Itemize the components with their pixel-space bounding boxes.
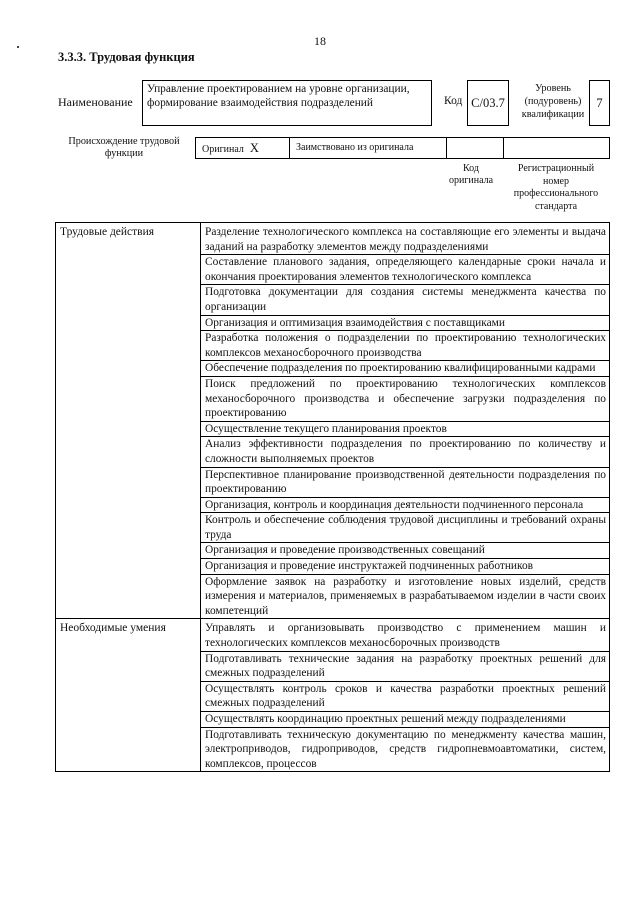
table-row: Организация, контроль и координация деятельности подчиненного персонала bbox=[201, 497, 609, 513]
origin-label: Происхождение трудовой функции bbox=[68, 136, 180, 159]
reg-number-caption: Регистрационный номер профессионального стандарта bbox=[513, 163, 599, 212]
required-skills-group bbox=[56, 618, 609, 771]
section-title: 3.3.3. Трудовая функция bbox=[58, 50, 195, 64]
code-value: С/03.7 bbox=[467, 80, 509, 126]
labor-actions-label: Трудовые действия bbox=[56, 223, 201, 618]
origin-row bbox=[195, 137, 610, 159]
required-skills-label: Необходимые умения bbox=[56, 619, 201, 771]
labor-actions-group bbox=[56, 223, 609, 618]
labor-actions-list bbox=[201, 223, 609, 618]
table-row: Организация и оптимизация взаимодействия с поставщиками bbox=[201, 315, 609, 331]
name-value: Управление проектированием на уровне организации, формирование взаимодействия подразделений bbox=[142, 80, 432, 126]
table-row: Осуществление текущего планирования проектов bbox=[201, 421, 609, 437]
original-cell bbox=[202, 138, 259, 158]
table-row: Поиск предложений по проектированию технологических комплексов механосборочного производства и обеспечение загрузки подразделения по проектированию bbox=[201, 376, 609, 421]
code-label: Код bbox=[444, 95, 463, 107]
table-row: Анализ эффективности подразделения по проектированию по количеству и сложности выполняемых проектов bbox=[201, 436, 609, 466]
table-row: Разделение технологического комплекса на составляющие его элементы и выдача заданий на разработку элементов между подразделениями bbox=[205, 226, 606, 253]
required-skills-list bbox=[201, 619, 609, 771]
function-table bbox=[55, 222, 610, 772]
table-row: Подготавливать технические задания на разработку проектных решений для смежных подразделений bbox=[201, 651, 609, 681]
table-row: Организация и проведение инструктажей подчиненных работников bbox=[201, 558, 609, 574]
original-mark: Х bbox=[249, 141, 259, 155]
page-number: 18 bbox=[314, 34, 326, 48]
table-row: Подготавливать техническую документацию по менеджменту качества машин, электроприводов, гидроприводов, средств гидропневмоавтоматики, систем, комплексов, процессов bbox=[201, 727, 609, 772]
table-row: Подготовка документации для создания системы менеджмента качества по организации bbox=[201, 284, 609, 314]
table-row: Оформление заявок на разработку и изготовление новых изделий, средств измерения и материалов, применяемых в разрабатываемом изделии в части своих компетенций bbox=[201, 574, 609, 619]
level-label: Уровень (подуровень) квалификации bbox=[521, 83, 585, 120]
code-original-caption: Код оригинала bbox=[448, 163, 494, 186]
table-row: Организация и проведение производственных совещаний bbox=[201, 542, 609, 558]
name-label: Наименование bbox=[58, 95, 133, 109]
table-row: Осуществлять координацию проектных решений между подразделениями bbox=[201, 711, 609, 727]
table-row: Осуществлять контроль сроков и качества разработки проектных решений смежных подразделений bbox=[201, 681, 609, 711]
table-row: Составление планового задания, определяющего календарные сроки начала и окончания проектирования элементов технологического комплекса bbox=[201, 254, 609, 284]
borrowed-label: Заимствовано из оригинала bbox=[296, 142, 414, 153]
table-row: Разработка положения о подразделении по проектированию технологических комплексов механосборочного производства bbox=[201, 330, 609, 360]
original-label: Оригинал bbox=[202, 144, 244, 155]
table-row: Обеспечение подразделения по проектированию квалифицированными кадрами bbox=[201, 360, 609, 376]
table-row: Перспективное планирование производственной деятельности подразделения по проектированию bbox=[201, 467, 609, 497]
level-value: 7 bbox=[589, 80, 610, 126]
table-row: Управлять и организовывать производство с применением машин и технологических комплексов механосборочных производств bbox=[205, 622, 606, 650]
table-row: Контроль и обеспечение соблюдения трудовой дисциплины и требований охраны труда bbox=[201, 512, 609, 542]
